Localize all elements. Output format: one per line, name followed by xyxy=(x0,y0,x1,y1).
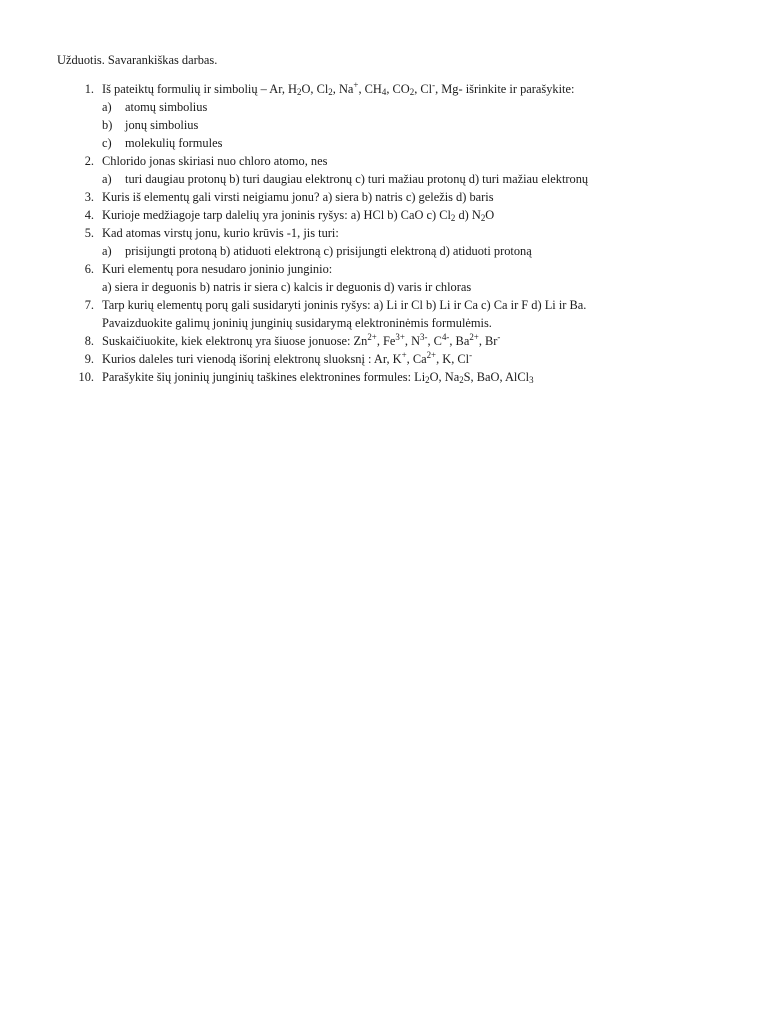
question-list xyxy=(0,80,768,386)
question-text: Suskaičiuokite, kiek elektronų yra šiuose jonuose: $Zn^{2+}$, $Fe^{3+}$, $N^{3-}$, $C^{4-}$, $Ba^{2+}$, Br- xyxy=(102,332,501,348)
question-number: 3. xyxy=(84,190,94,204)
question-number: 8. xyxy=(84,334,94,348)
question-text: Kad atomas virstų jonu, kurio krūvis -1, jis turi: xyxy=(102,226,339,240)
question-6 xyxy=(0,260,768,278)
question-text-continued: Pavaizduokite galimų joninių junginių susidarymą elektroninėmis formulėmis. xyxy=(102,316,492,330)
question-number: 6. xyxy=(84,262,94,276)
question-8 xyxy=(0,332,768,350)
question-text: Kuris iš elementų gali virsti neigiamu jonu? a) siera b) natris c) geležis d) baris xyxy=(102,190,494,204)
question-number: 5. xyxy=(84,226,94,240)
answer-options: a) siera ir deguonis b) natris ir siera c) kalcis ir deguonis d) varis ir chloras xyxy=(102,280,472,294)
question-text: Kurios daleles turi vienodą išorinį elektronų sluoksnį : Ar, K+, $Ca^{2+}$, K, Cl- xyxy=(102,350,473,366)
page-title: Užduotis. Savarankiškas darbas. xyxy=(57,53,218,67)
question-5 xyxy=(0,224,768,242)
question-text: Chlorido jonas skiriasi nuo chloro atomo, nes xyxy=(102,154,328,168)
answer-option: a) atomų simbolius xyxy=(102,100,208,114)
answer-options: a) turi daugiau protonų b) turi daugiau elektronų c) turi mažiau protonų d) turi mažiau elektronų xyxy=(102,172,589,186)
answer-option: c) molekulių formules xyxy=(102,136,223,150)
question-7 xyxy=(0,296,768,314)
question-text: Parašykite šių joninių junginių taškines elektronines formules: $Li_2O$, $Na_2S$, BaO, AlCl$_3$ xyxy=(102,370,534,385)
question-number: 10. xyxy=(78,370,94,384)
question-number: 7. xyxy=(84,298,94,312)
question-text: Kuri elementų pora nesudaro joninio junginio: xyxy=(102,262,333,276)
question-text: Kurioje medžiagoje tarp dalelių yra joninis ryšys: a) HCl b) CaO c) $Cl_2$ d) $N_2O$ xyxy=(102,208,495,223)
question-3 xyxy=(0,188,768,206)
answer-option: b) jonų simbolius xyxy=(102,118,199,132)
question-1 xyxy=(0,80,768,98)
question-9 xyxy=(0,350,768,368)
question-number: 2. xyxy=(84,154,94,168)
answer-options: a) prisijungti protoną b) atiduoti elektroną c) prisijungti elektroną d) atiduoti protoną xyxy=(102,244,532,258)
question-text: Iš pateiktų formulių ir simbolių – Ar, $H_2O$, $Cl_2$, Na+, $CH_4$, $CO_2$, Cl-, Mg- išrinkite ir parašykite: xyxy=(102,80,575,97)
question-number: 1. xyxy=(84,82,94,96)
question-number: 4. xyxy=(84,208,94,222)
question-2 xyxy=(0,152,768,170)
question-text: Tarp kurių elementų porų gali susidaryti joninis ryšys: a) Li ir Cl b) Li ir Ca c) Ca ir F d) Li ir Ba. xyxy=(102,298,587,312)
question-10 xyxy=(0,368,768,386)
question-number: 9. xyxy=(84,352,94,366)
question-4 xyxy=(0,206,768,224)
